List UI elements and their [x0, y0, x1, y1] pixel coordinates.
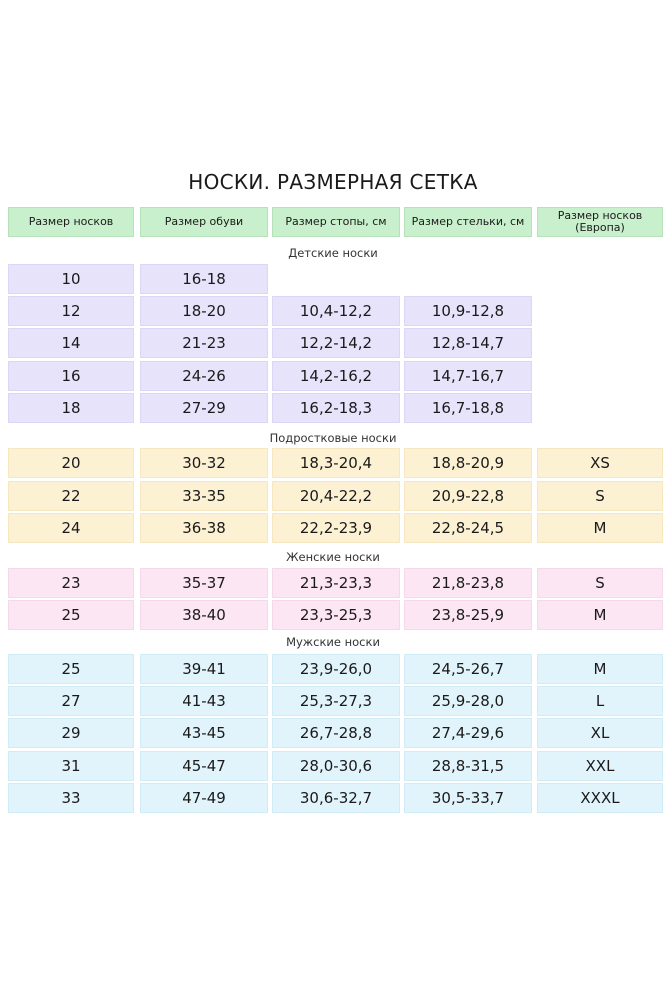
eu-size-cell: M — [537, 513, 663, 543]
eu-size-cell: M — [537, 600, 663, 630]
insole-size-cell: 20,9-22,8 — [404, 481, 532, 511]
insole-size-cell: 25,9-28,0 — [404, 686, 532, 716]
insole-size-cell: 24,5-26,7 — [404, 654, 532, 684]
sock-size-cell: 25 — [8, 654, 134, 684]
sock-size-cell: 12 — [8, 296, 134, 326]
header-insole-size: Размер стельки, см — [404, 207, 532, 237]
header-foot-size: Размер стопы, см — [272, 207, 400, 237]
header-row — [0, 207, 666, 237]
table-row — [0, 448, 666, 478]
shoe-size-cell: 16-18 — [140, 264, 268, 294]
header-shoe-size: Размер обуви — [140, 207, 268, 237]
foot-size-cell: 22,2-23,9 — [272, 513, 400, 543]
foot-size-cell: 20,4-22,2 — [272, 481, 400, 511]
table-row — [0, 393, 666, 423]
sock-size-cell: 33 — [8, 783, 134, 813]
section-label-women: Женские носки — [286, 550, 380, 564]
insole-size-cell: 21,8-23,8 — [404, 568, 532, 598]
eu-size-cell: S — [537, 568, 663, 598]
eu-size-cell: XXL — [537, 751, 663, 781]
table-row — [0, 513, 666, 543]
insole-size-cell: 28,8-31,5 — [404, 751, 532, 781]
sock-size-cell: 23 — [8, 568, 134, 598]
sock-size-cell: 20 — [8, 448, 134, 478]
foot-size-cell: 10,4-12,2 — [272, 296, 400, 326]
sock-size-cell: 16 — [8, 361, 134, 391]
table-row — [0, 686, 666, 716]
shoe-size-cell: 33-35 — [140, 481, 268, 511]
foot-size-cell: 26,7-28,8 — [272, 718, 400, 748]
sock-size-cell: 10 — [8, 264, 134, 294]
shoe-size-cell: 24-26 — [140, 361, 268, 391]
shoe-size-cell: 41-43 — [140, 686, 268, 716]
section-label-kids: Детские носки — [288, 246, 378, 260]
insole-size-cell: 30,5-33,7 — [404, 783, 532, 813]
shoe-size-cell: 39-41 — [140, 654, 268, 684]
shoe-size-cell: 36-38 — [140, 513, 268, 543]
insole-size-cell: 16,7-18,8 — [404, 393, 532, 423]
foot-size-cell: 28,0-30,6 — [272, 751, 400, 781]
foot-size-cell: 18,3-20,4 — [272, 448, 400, 478]
table-row — [0, 264, 666, 294]
shoe-size-cell: 21-23 — [140, 328, 268, 358]
shoe-size-cell: 18-20 — [140, 296, 268, 326]
table-row — [0, 481, 666, 511]
section-label-men: Мужские носки — [286, 635, 380, 649]
eu-size-cell: M — [537, 654, 663, 684]
sock-size-cell: 25 — [8, 600, 134, 630]
shoe-size-cell: 47-49 — [140, 783, 268, 813]
foot-size-cell: 30,6-32,7 — [272, 783, 400, 813]
insole-size-cell: 12,8-14,7 — [404, 328, 532, 358]
sock-size-cell: 27 — [8, 686, 134, 716]
sock-size-cell: 31 — [8, 751, 134, 781]
foot-size-cell: 23,9-26,0 — [272, 654, 400, 684]
page-title: НОСКИ. РАЗМЕРНАЯ СЕТКА — [188, 170, 478, 194]
shoe-size-cell: 27-29 — [140, 393, 268, 423]
foot-size-cell: 12,2-14,2 — [272, 328, 400, 358]
insole-size-cell: 14,7-16,7 — [404, 361, 532, 391]
insole-size-cell: 27,4-29,6 — [404, 718, 532, 748]
table-row — [0, 783, 666, 813]
shoe-size-cell: 38-40 — [140, 600, 268, 630]
foot-size-cell: 16,2-18,3 — [272, 393, 400, 423]
foot-size-cell: 21,3-23,3 — [272, 568, 400, 598]
eu-size-cell: XXXL — [537, 783, 663, 813]
table-row — [0, 600, 666, 630]
table-row — [0, 296, 666, 326]
table-row — [0, 361, 666, 391]
header-sock-size: Размер носков — [8, 207, 134, 237]
insole-size-cell: 23,8-25,9 — [404, 600, 532, 630]
eu-size-cell: XS — [537, 448, 663, 478]
eu-size-cell: XL — [537, 718, 663, 748]
table-row — [0, 751, 666, 781]
shoe-size-cell: 45-47 — [140, 751, 268, 781]
eu-size-cell: S — [537, 481, 663, 511]
table-row — [0, 718, 666, 748]
header-eu-size: Размер носков (Европа) — [537, 207, 663, 237]
eu-size-cell: L — [537, 686, 663, 716]
sock-size-cell: 29 — [8, 718, 134, 748]
insole-size-cell: 22,8-24,5 — [404, 513, 532, 543]
foot-size-cell: 14,2-16,2 — [272, 361, 400, 391]
shoe-size-cell: 30-32 — [140, 448, 268, 478]
table-row — [0, 568, 666, 598]
section-label-teen: Подростковые носки — [269, 431, 397, 445]
table-row — [0, 654, 666, 684]
insole-size-cell: 18,8-20,9 — [404, 448, 532, 478]
sock-size-cell: 22 — [8, 481, 134, 511]
sock-size-cell: 24 — [8, 513, 134, 543]
insole-size-cell: 10,9-12,8 — [404, 296, 532, 326]
sock-size-cell: 18 — [8, 393, 134, 423]
foot-size-cell: 25,3-27,3 — [272, 686, 400, 716]
sock-size-cell: 14 — [8, 328, 134, 358]
table-row — [0, 328, 666, 358]
shoe-size-cell: 35-37 — [140, 568, 268, 598]
foot-size-cell: 23,3-25,3 — [272, 600, 400, 630]
shoe-size-cell: 43-45 — [140, 718, 268, 748]
